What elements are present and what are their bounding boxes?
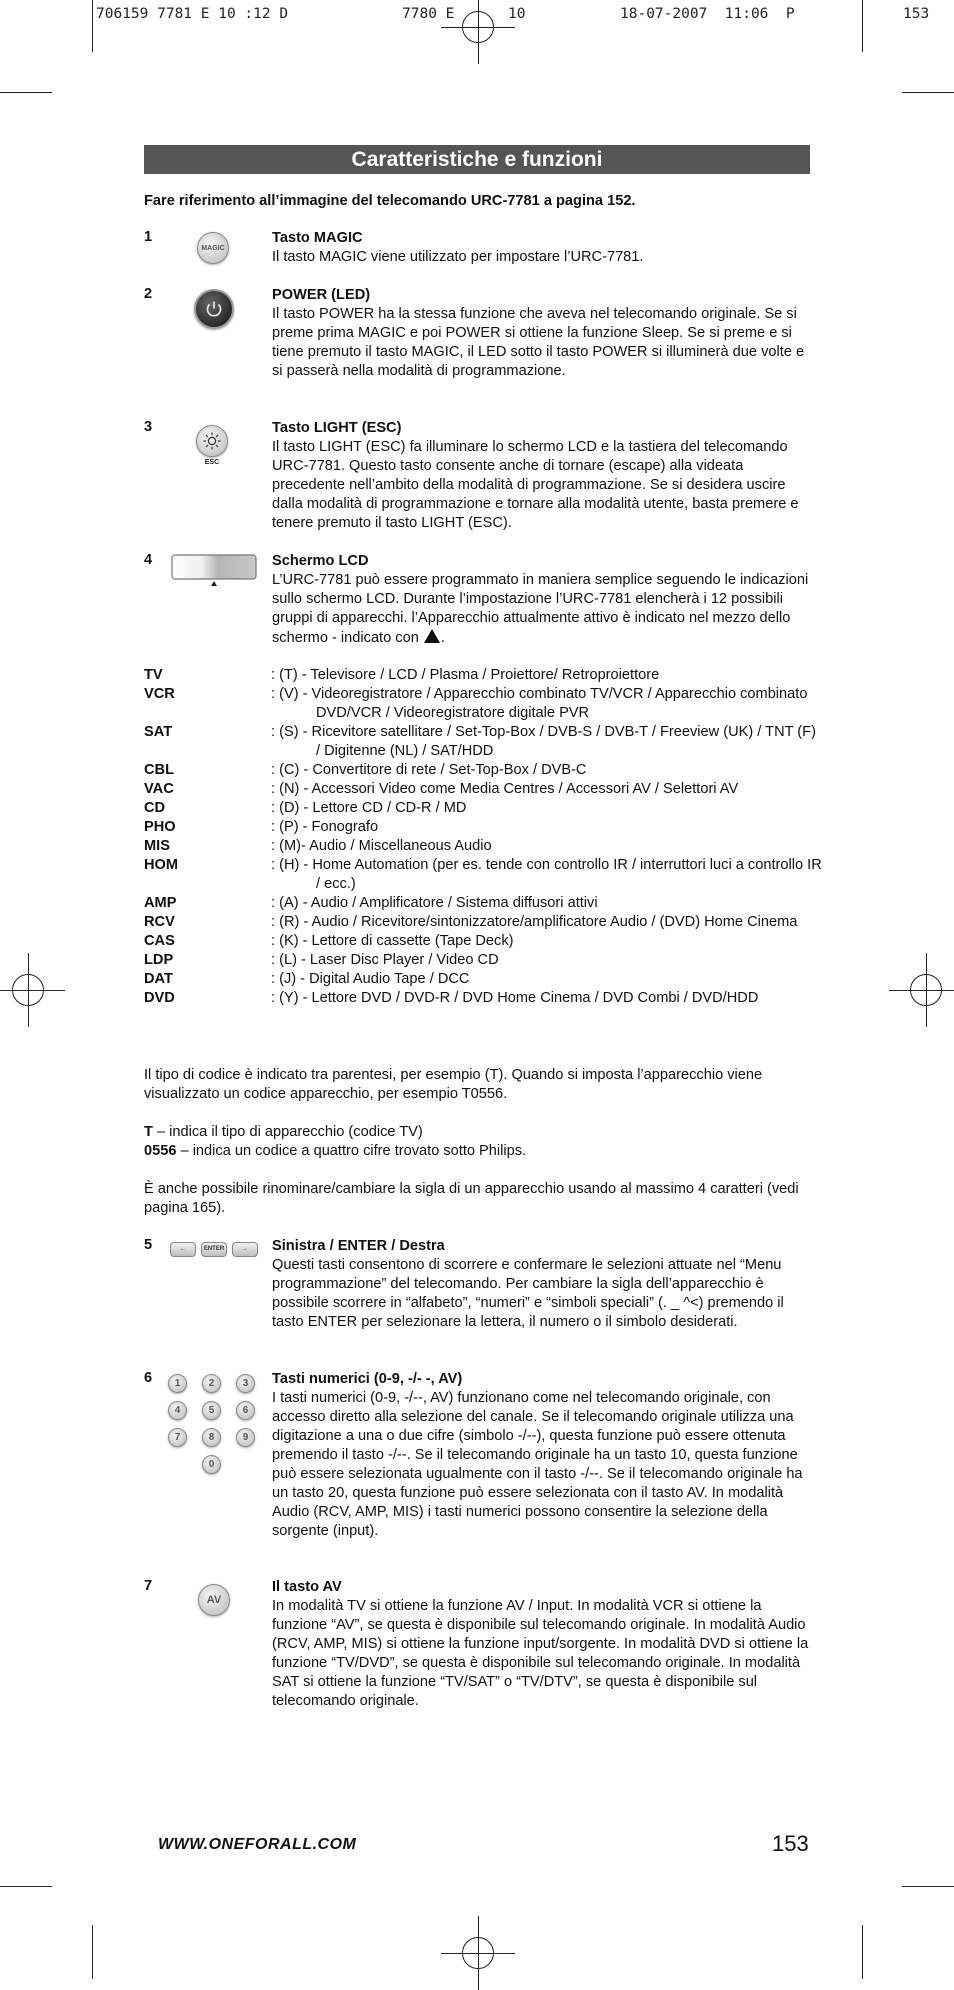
page-number: 153 bbox=[772, 1831, 809, 1856]
device-type-row bbox=[144, 666, 824, 685]
item-av bbox=[272, 1578, 812, 1711]
device-type-code: AMP bbox=[144, 895, 177, 911]
item-body: I tasti numerici (0-9, -/--, AV) funzionano come nel telecomando originale, con accesso diretto alla selezione del canale. Se il telecomando originale utilizza una digitazione a una o due cifre (simbolo -/--), questa funzione può essere ottenuta premendo il tasto -/--. Se il telecomando originale ha un tasto 10, questa funzione può essere selezionata ugualmente con il tasto -/--. Se il telecomando originale ha un tasto 20, questa funzione può essere selezionata con il tasto AV. In modalità Audio (RCV, AMP, MIS) i tasti numerici possono consentire la selezione della sorgente (input). bbox=[272, 1390, 803, 1539]
av-button-icon bbox=[198, 1584, 230, 1616]
device-type-row bbox=[144, 989, 824, 1008]
footer-website-link[interactable]: WWW.ONEFORALL.COM bbox=[158, 1836, 357, 1853]
crop-mark bbox=[92, 1925, 93, 1979]
item-body: Il tasto POWER ha la stessa funzione che aveva nel telecomando originale. Se si preme prima MAGIC e poi POWER si ottiene la funzione Sleep. Se si preme e si tiene premuto il tasto MAGIC, il LED sotto il tasto POWER si illuminerà due volte e si passerà nella modalità di programmazione. bbox=[272, 306, 805, 379]
item-heading: Tasto LIGHT (ESC) bbox=[272, 420, 402, 436]
device-type-code: DAT bbox=[144, 971, 173, 987]
item-body: Questi tasti consentono di scorrere e confermare le selezioni attuate nel “Menu programmazione” del telecomando. Per cambiare la sigla dell’apparecchio è possibile scorrere in “alfabeto”, “numeri” e “simboli speciali” (. _ ^<) premendo il tasto ENTER per selezionare la lettera, il numero o il simbolo desiderati. bbox=[272, 1257, 784, 1330]
item-number: 1 bbox=[144, 229, 153, 245]
item-number: 4 bbox=[144, 552, 153, 568]
device-type-code: PHO bbox=[144, 819, 176, 835]
key-9-icon: 9 bbox=[236, 1428, 255, 1447]
device-type-row bbox=[144, 894, 824, 913]
item-navigation bbox=[272, 1237, 812, 1332]
device-type-row bbox=[144, 818, 824, 837]
device-type-row bbox=[144, 932, 824, 951]
print-sheet: 153 bbox=[903, 6, 930, 22]
sun-icon bbox=[202, 431, 222, 451]
item-heading: POWER (LED) bbox=[272, 287, 371, 303]
device-type-list bbox=[144, 666, 824, 1008]
device-type-row bbox=[144, 723, 824, 761]
code-explain-text: – indica un codice a quattro cifre trovato sotto Philips. bbox=[176, 1143, 527, 1159]
registration-mark-right bbox=[910, 974, 942, 1006]
device-type-row bbox=[144, 951, 824, 970]
device-type-desc: : (V) - Videoregistratore / Apparecchio combinato TV/VCR / Apparecchio combinato DVD/VCR / Videoregistratore digitale PVR bbox=[271, 686, 808, 721]
navigation-buttons-icon bbox=[170, 1242, 260, 1258]
device-type-code: CD bbox=[144, 800, 166, 816]
device-type-row bbox=[144, 970, 824, 989]
item-heading: Il tasto AV bbox=[272, 1579, 342, 1595]
item-body bbox=[272, 571, 812, 648]
device-type-row bbox=[144, 837, 824, 856]
item-number: 3 bbox=[144, 419, 153, 435]
device-type-desc: : (K) - Lettore di cassette (Tape Deck) bbox=[271, 933, 514, 949]
device-type-code: RCV bbox=[144, 914, 175, 930]
item-lcd bbox=[272, 552, 812, 648]
right-arrow-icon: → bbox=[232, 1242, 258, 1257]
item-heading: Sinistra / ENTER / Destra bbox=[272, 1238, 445, 1254]
item-number: 5 bbox=[144, 1237, 153, 1253]
device-type-row bbox=[144, 761, 824, 780]
key-7-icon: 7 bbox=[168, 1428, 187, 1447]
intro-text: Fare riferimento all’immagine del telecomando URC-7781 a pagina 152. bbox=[144, 193, 636, 209]
crop-mark bbox=[902, 1886, 954, 1887]
key-2-icon: 2 bbox=[202, 1374, 221, 1393]
registration-mark-bottom bbox=[462, 1937, 494, 1969]
item-heading: Tasto MAGIC bbox=[272, 230, 363, 246]
left-arrow-icon: ← bbox=[170, 1242, 196, 1257]
power-button-icon bbox=[194, 289, 234, 329]
item-light bbox=[272, 419, 812, 533]
magic-button-icon bbox=[197, 232, 229, 264]
device-type-desc: : (R) - Audio / Ricevitore/sintonizzatore/amplificatore Audio / (DVD) Home Cinema bbox=[271, 914, 798, 930]
code-explanation bbox=[144, 1123, 824, 1161]
device-type-desc: : (C) - Convertitore di rete / Set-Top-Box / DVB-C bbox=[271, 762, 587, 778]
power-symbol-icon bbox=[196, 291, 232, 327]
numeric-keypad-icon bbox=[168, 1374, 268, 1486]
device-type-row bbox=[144, 780, 824, 799]
device-type-code: VAC bbox=[144, 781, 174, 797]
device-type-code: HOM bbox=[144, 857, 179, 873]
crop-mark bbox=[92, 0, 93, 52]
key-4-icon: 4 bbox=[168, 1401, 187, 1420]
enter-button-icon: ENTER bbox=[201, 1242, 227, 1257]
device-type-code: TV bbox=[144, 667, 163, 683]
registration-mark-left bbox=[12, 974, 44, 1006]
triangle-indicator-icon bbox=[423, 628, 441, 644]
av-label: AV bbox=[206, 1594, 222, 1606]
print-page: 10 bbox=[508, 6, 526, 22]
key-8-icon: 8 bbox=[202, 1428, 221, 1447]
key-1-icon: 1 bbox=[168, 1374, 187, 1393]
code-explain-bold: T bbox=[144, 1124, 153, 1140]
light-button-icon bbox=[196, 425, 228, 457]
page-title: Caratteristiche e funzioni bbox=[144, 145, 810, 174]
device-type-code: CBL bbox=[144, 762, 174, 778]
item-body: Il tasto MAGIC viene utilizzato per impostare l’URC-7781. bbox=[272, 249, 644, 265]
device-type-desc: : (D) - Lettore CD / CD-R / MD bbox=[271, 800, 467, 816]
print-job: 706159 7781 E 10 :12 D bbox=[96, 6, 289, 22]
item-number: 2 bbox=[144, 286, 153, 302]
item-power bbox=[272, 286, 812, 381]
print-model: 7780 E bbox=[402, 6, 455, 22]
device-type-code: SAT bbox=[144, 724, 173, 740]
code-explain-bold: 0556 bbox=[144, 1143, 177, 1159]
crop-mark bbox=[902, 92, 954, 93]
device-type-row bbox=[144, 856, 824, 894]
device-type-row bbox=[144, 799, 824, 818]
item-body-text: L’URC-7781 può essere programmato in maniera semplice seguendo le indicazioni sullo schermo LCD. Durante l’impostazione l’URC-7781 elencherà i 12 possibili gruppi di apparecchi. l’Apparecchio attualmente attivo è indicato nel mezzo dello schermo - indicato con bbox=[272, 572, 809, 646]
device-type-desc: : (L) - Laser Disc Player / Video CD bbox=[271, 952, 499, 968]
item-numeric-keys bbox=[272, 1370, 812, 1541]
key-0-icon: 0 bbox=[202, 1455, 221, 1474]
crop-mark bbox=[0, 92, 52, 93]
device-type-desc: : (Y) - Lettore DVD / DVD-R / DVD Home Cinema / DVD Combi / DVD/HDD bbox=[271, 990, 759, 1006]
device-type-desc: : (J) - Digital Audio Tape / DCC bbox=[271, 971, 470, 987]
item-number: 6 bbox=[144, 1370, 153, 1386]
esc-label: ESC bbox=[204, 459, 220, 466]
device-type-code: CAS bbox=[144, 933, 175, 949]
key-5-icon: 5 bbox=[202, 1401, 221, 1420]
device-type-code: VCR bbox=[144, 686, 175, 702]
device-type-code: MIS bbox=[144, 838, 170, 854]
item-heading: Tasti numerici (0-9, -/- -, AV) bbox=[272, 1371, 463, 1387]
code-explain-text: – indica il tipo di apparecchio (codice TV) bbox=[152, 1124, 423, 1140]
device-type-desc: : (H) - Home Automation (per es. tende con controllo IR / interruttori luci a controllo IR / ecc.) bbox=[271, 857, 822, 892]
device-type-desc: : (S) - Ricevitore satellitare / Set-Top-Box / DVB-S / DVB-T / Freeview (UK) / TNT (F) / Digitenne (NL) / SAT/HDD bbox=[271, 724, 816, 759]
code-type-note: Il tipo di codice è indicato tra parentesi, per esempio (T). Quando si imposta l’apparecchio viene visualizzato un codice apparecchio, per esempio T0556. bbox=[144, 1067, 763, 1102]
item-number: 7 bbox=[144, 1578, 153, 1594]
print-datetime: 18-07-2007 11:06 P bbox=[620, 6, 795, 22]
rename-note: È anche possibile rinominare/cambiare la sigla di un apparecchio usando al massimo 4 caratteri (vedi pagina 165). bbox=[144, 1181, 799, 1216]
key-6-icon: 6 bbox=[236, 1401, 255, 1420]
item-body-end: . bbox=[440, 630, 445, 646]
lcd-screen-icon bbox=[171, 554, 257, 588]
device-type-desc: : (M)- Audio / Miscellaneous Audio bbox=[271, 838, 492, 854]
item-body: Il tasto LIGHT (ESC) fa illuminare lo schermo LCD e la tastiera del telecomando URC-7781. Questo tasto consente anche di tornare (escape) alla videata precedente nell’ambito della modalità di programmazione. Se si desidera uscire dalla modalità di programmazione e tornare alla modalità utente, basta premere e tenere premuto il tasto LIGHT (ESC). bbox=[272, 439, 799, 531]
magic-label: MAGIC bbox=[201, 244, 225, 252]
device-type-row bbox=[144, 913, 824, 932]
item-body: In modalità TV si ottiene la funzione AV / Input. In modalità VCR si ottiene la funzione “AV”, se questa è disponibile sul telecomando originale. In modalità Audio (RCV, AMP, MIS) si ottiene la funzione input/sorgente. In modalità DVD si ottiene la funzione “TV/DVD”, se questa è disponibile sul telecomando originale. In modalità SAT si ottiene la funzione “TV/SAT” o “TV/DTV”, se questa è disponibile sul telecomando originale. bbox=[272, 1598, 809, 1709]
device-type-desc: : (T) - Televisore / LCD / Plasma / Proiettore/ Retroproiettore bbox=[271, 667, 660, 683]
device-type-code: DVD bbox=[144, 990, 175, 1006]
key-3-icon: 3 bbox=[236, 1374, 255, 1393]
code-explain-line bbox=[144, 1123, 824, 1142]
device-type-desc: : (P) - Fonografo bbox=[271, 819, 379, 835]
code-explain-line bbox=[144, 1142, 824, 1161]
device-type-desc: : (A) - Audio / Amplificatore / Sistema diffusori attivi bbox=[271, 895, 598, 911]
device-type-code: LDP bbox=[144, 952, 174, 968]
device-type-desc: : (N) - Accessori Video come Media Centres / Accessori AV / Selettori AV bbox=[271, 781, 739, 797]
item-magic bbox=[272, 229, 812, 267]
crop-mark bbox=[862, 1925, 863, 1979]
crop-mark bbox=[0, 1886, 52, 1887]
item-heading: Schermo LCD bbox=[272, 553, 369, 569]
print-header bbox=[96, 6, 936, 26]
device-type-row bbox=[144, 685, 824, 723]
